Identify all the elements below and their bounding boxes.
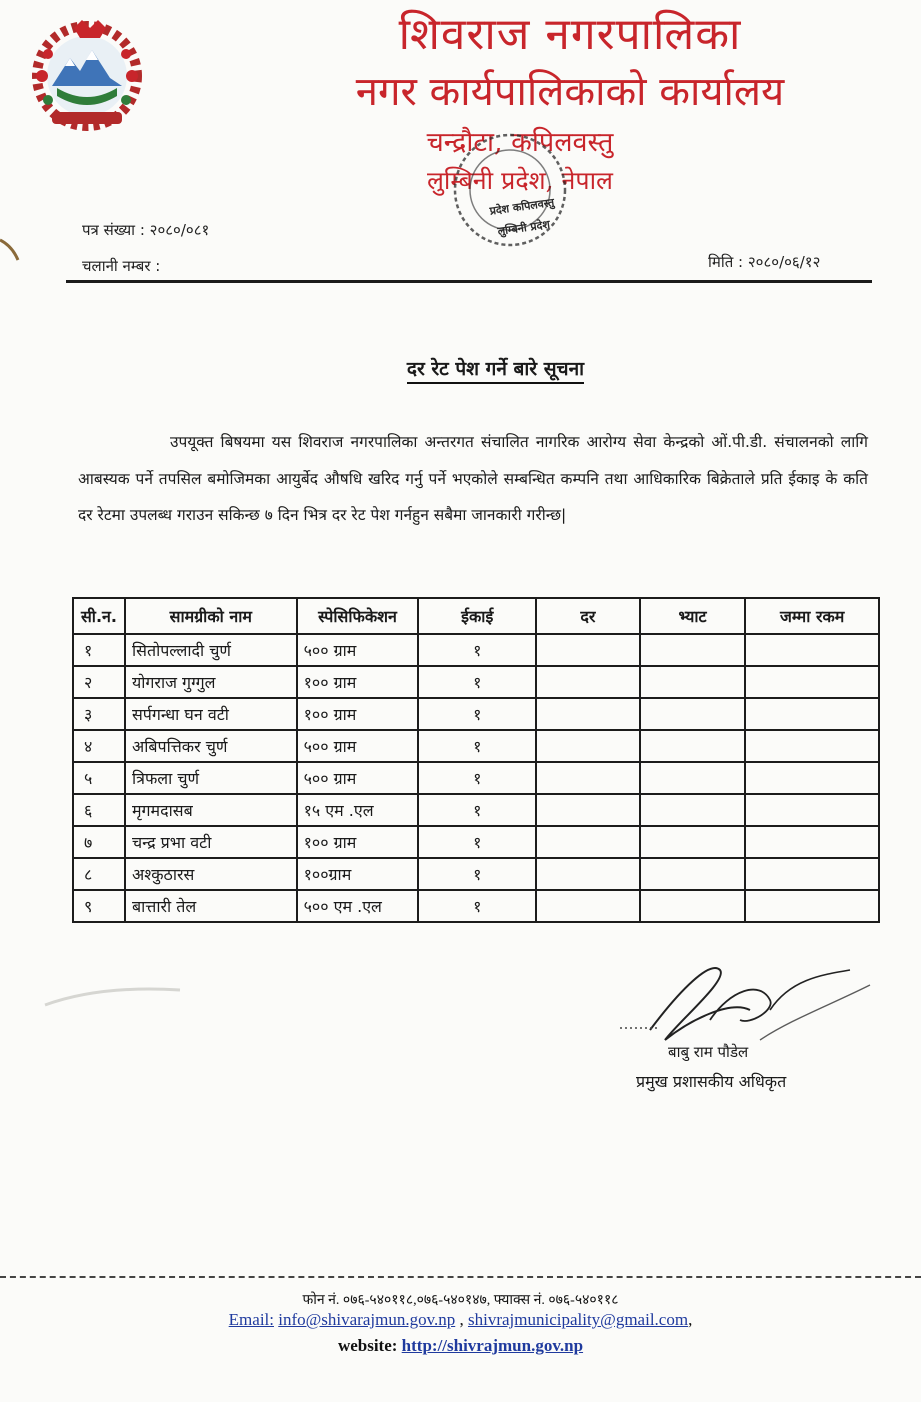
nepal-emblem-icon (22, 16, 152, 134)
letter-number: पत्र संख्या : २०८०/०८१ (82, 221, 210, 239)
paper-smudge-icon (40, 980, 240, 1010)
row-total (745, 890, 879, 922)
row-item-name: अबिपत्तिकर चुर्ण (125, 730, 297, 762)
row-vat (640, 794, 746, 826)
row-spec: १०० ग्राम (297, 666, 419, 698)
row-item-name: त्रिफला चुर्ण (125, 762, 297, 794)
row-total (745, 762, 879, 794)
row-total (745, 730, 879, 762)
row-vat (640, 890, 746, 922)
row-unit: १ (418, 698, 536, 730)
email-comma: , (688, 1310, 693, 1329)
row-sn: ४ (73, 730, 125, 762)
row-vat (640, 698, 746, 730)
footer-website-line (0, 1336, 921, 1356)
table-row (73, 762, 879, 794)
row-sn: ७ (73, 826, 125, 858)
email-link-primary[interactable]: info@shivarajmun.gov.np (278, 1310, 456, 1329)
table-row (73, 666, 879, 698)
row-sn: ९ (73, 890, 125, 922)
footer-phone: फोन नं. ०७६-५४०११८,०७६-५४०१४७, फ्याक्स नं. ०७६-५४०११८ (302, 1293, 619, 1308)
header-unit: ईकाई (418, 598, 536, 634)
row-item-name: सर्पगन्धा घन वटी (125, 698, 297, 730)
row-unit: १ (418, 762, 536, 794)
footer-rule (0, 1276, 921, 1278)
row-sn: ३ (73, 698, 125, 730)
website-link[interactable]: http://shivrajmun.gov.np (401, 1336, 584, 1355)
row-sn: २ (73, 666, 125, 698)
table-row (73, 634, 879, 666)
row-spec: ५०० ग्राम (297, 762, 419, 794)
row-item-name: बात्तारी तेल (125, 890, 297, 922)
row-unit: १ (418, 858, 536, 890)
stamp-text-2: लुम्बिनी प्रदेश (496, 217, 551, 239)
row-vat (640, 730, 746, 762)
table-row (73, 794, 879, 826)
row-rate (536, 762, 640, 794)
row-vat (640, 634, 746, 666)
header-vat: भ्याट (640, 598, 746, 634)
dispatch-number: चलानी नम्बर : (82, 257, 161, 275)
table-row (73, 826, 879, 858)
row-rate (536, 634, 640, 666)
row-total (745, 698, 879, 730)
header-rule (66, 280, 872, 283)
header-total: जम्मा रकम (745, 598, 879, 634)
email-separator: , (459, 1310, 464, 1329)
office-stamp-icon (440, 120, 580, 260)
row-spec: १०० ग्राम (297, 826, 419, 858)
row-sn: ५ (73, 762, 125, 794)
row-total (745, 826, 879, 858)
paper-edge-mark-icon (0, 236, 22, 264)
office-name: नगर कार्यपालिकाको कार्यालय (355, 69, 785, 115)
header-item-name: सामग्रीको नाम (125, 598, 297, 634)
table-row (73, 890, 879, 922)
row-spec: ५०० ग्राम (297, 634, 419, 666)
notice-body: उपयूक्त बिषयमा यस शिवराज नगरपालिका अन्तरगत संचालित नागरिक आरोग्य सेवा केन्द्रको ओं.पी.डी. संचालनको लागि आबस्यक पर्ने तपसिल बमोजिमका आयुर्बेद औषधि खरिद गर्नु पर्ने भएकोले सम्बन्धित कम्पनि तथा आधिकारिक बिक्रेताले प्रति ईकाइ के कति दर रेटमा उपलब्ध गराउन सकिन्छ ७ दिन भित्र दर रेट पेश गर्नहुन सबैमा जानकारी गरीन्छ| (78, 433, 868, 524)
letter-date: मिति : २०८०/०६/१२ (708, 253, 821, 271)
row-rate (536, 794, 640, 826)
row-spec: १०० ग्राम (297, 698, 419, 730)
signatory-name: बाबु राम पौडेल (668, 1043, 749, 1061)
row-rate (536, 666, 640, 698)
row-vat (640, 858, 746, 890)
items-table (72, 597, 880, 923)
website-label: website: (337, 1336, 398, 1355)
email-link-secondary[interactable]: shivrajmunicipality@gmail.com (467, 1310, 689, 1329)
notice-subject (0, 355, 921, 381)
notice-subject-text: दर रेट पेश गर्ने बारे सूचना (407, 358, 584, 384)
row-spec: १५ एम .एल (297, 794, 419, 826)
row-item-name: अश्कुठारस (125, 858, 297, 890)
header-rate: दर (536, 598, 640, 634)
header-specification: स्पेसिफिकेशन (297, 598, 419, 634)
row-unit: १ (418, 826, 536, 858)
header-sn: सी.न. (73, 598, 125, 634)
row-vat (640, 826, 746, 858)
row-spec: १००ग्राम (297, 858, 419, 890)
row-vat (640, 666, 746, 698)
office-address: चन्द्रौटा, कपिलवस्तु (426, 127, 614, 158)
row-total (745, 666, 879, 698)
row-sn: १ (73, 634, 125, 666)
row-item-name: सितोपल्लादी चुर्ण (125, 634, 297, 666)
stamp-text-1: प्रदेश कपिलवस्तु (488, 195, 556, 218)
row-unit: १ (418, 730, 536, 762)
row-rate (536, 698, 640, 730)
row-item-name: योगराज गुग्गुल (125, 666, 297, 698)
table-header-row (73, 598, 879, 634)
row-rate (536, 730, 640, 762)
row-rate (536, 826, 640, 858)
office-province: लुम्बिनी प्रदेश, नेपाल (426, 166, 614, 195)
row-total (745, 858, 879, 890)
row-unit: १ (418, 890, 536, 922)
signatory-title: प्रमुख प्रशासकीय अधिकृत (636, 1072, 787, 1091)
handwritten-signature-icon (620, 950, 880, 1060)
row-total (745, 794, 879, 826)
table-row (73, 730, 879, 762)
table-row (73, 698, 879, 730)
row-total (745, 634, 879, 666)
row-unit: १ (418, 794, 536, 826)
row-spec: ५०० ग्राम (297, 730, 419, 762)
municipality-name: शिवराज नगरपालिका (398, 9, 742, 60)
row-unit: १ (418, 666, 536, 698)
email-label: Email: (228, 1310, 274, 1329)
row-sn: ८ (73, 858, 125, 890)
row-vat (640, 762, 746, 794)
row-item-name: चन्द्र प्रभा वटी (125, 826, 297, 858)
table-row (73, 858, 879, 890)
row-rate (536, 890, 640, 922)
footer-email-line (0, 1310, 921, 1330)
row-spec: ५०० एम .एल (297, 890, 419, 922)
row-sn: ६ (73, 794, 125, 826)
row-item-name: मृगमदासब (125, 794, 297, 826)
row-unit: १ (418, 634, 536, 666)
row-rate (536, 858, 640, 890)
